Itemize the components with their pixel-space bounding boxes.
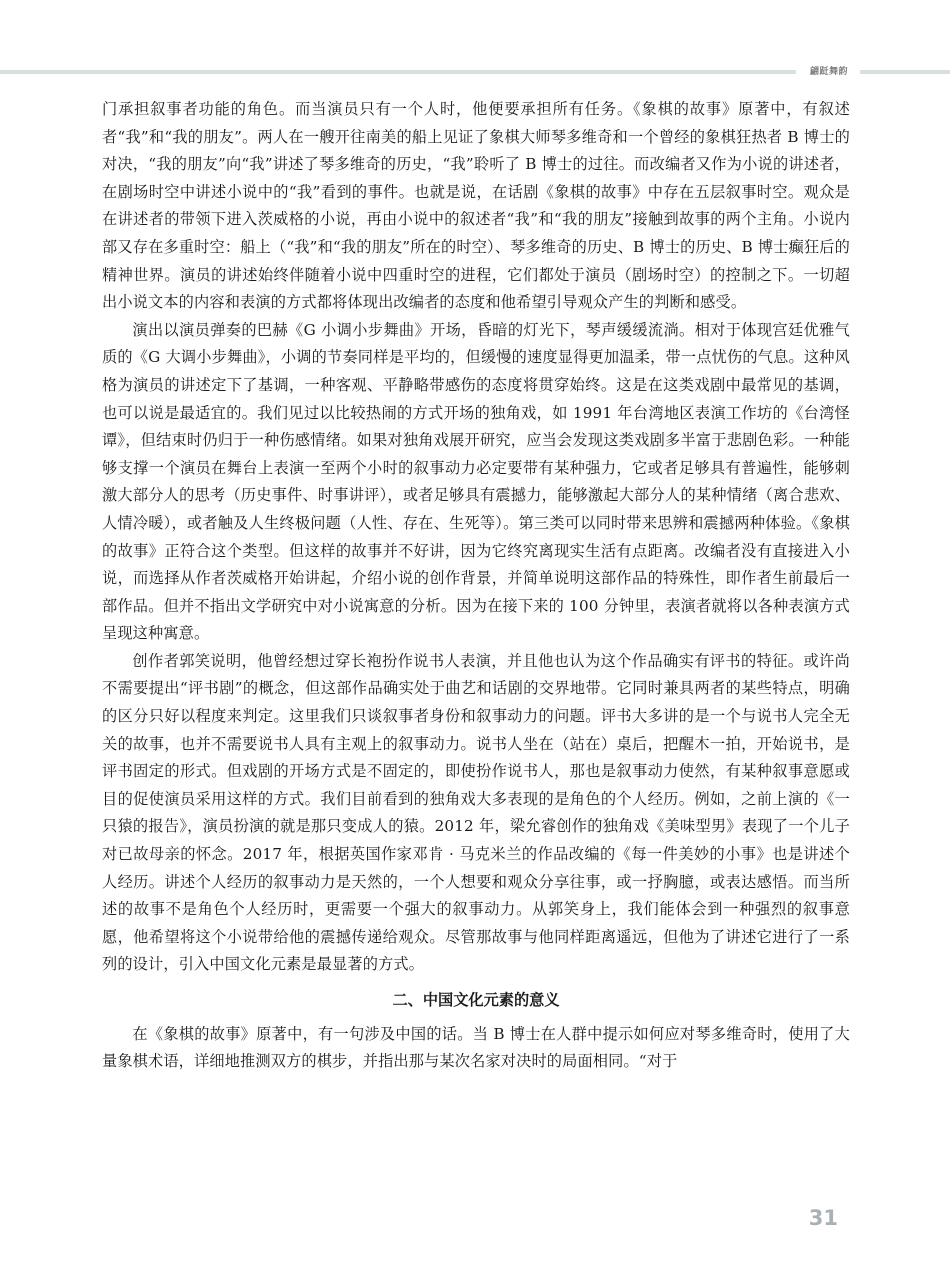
section-heading: 二、中国文化元素的意义	[392, 991, 560, 1009]
paragraph-continuation: 门承担叙事者功能的角色。而当演员只有一个人时，他便要承担所有任务。《象棋的故事》原著中，有叙述者“我”和“我的朋友”。两人在一艘开往南美的船上见证了象棋大师琴多维奇和一个曾经的象棋狂热者 B 博士的对决，“我的朋友”向“我”讲述了琴多维奇的历史，“我”聆听了 B 博士的过往。而改编者又作为小说的讲述者，在剧场时空中讲述小说中的“我”看到的事件。也就是说，在话剧《象棋的故事》中存在五层叙事时空。观众是在讲述者的带领下进入茨威格的小说，再由小说中的叙述者“我”和“我的朋友”接触到故事的两个主角。小说内部又存在多重时空：船上（“我”和“我的朋友”所在的时空）、琴多维奇的历史、B 博士的历史、B 博士癫狂后的精神世界。演员的讲述始终伴随着小说中四重时空的进程，它们都处于演员（剧场时空）的控制之下。一切超出小说文本的内容和表演的方式都将体现出改编者的态度和他希望引导观众产生的判断和感受。	[102, 100, 850, 312]
page-number: 31	[808, 1206, 838, 1230]
running-head: 翩跹舞韵	[809, 67, 848, 77]
paragraph-section-two: 在《象棋的故事》原著中，有一句涉及中国的话。当 B 博士在人群中提示如何应对琴多维奇时，使用了大量象棋术语，详细地推测双方的棋步，并指出那与某次名家对决时的局面相同。“对于	[102, 1024, 850, 1071]
header-rule	[0, 70, 796, 74]
header-rule-end	[860, 70, 950, 74]
paragraph-performance-opening: 演出以演员弹奏的巴赫《G 小调小步舞曲》开场，昏暗的灯光下，琴声缓缓流淌。相对于体现宫廷优雅气质的《G 大调小步舞曲》，小调的节奏同样是平均的，但缓慢的速度显得更加温柔，带一点忧伤的气息。这种风格为演员的讲述定下了基调，一种客观、平静略带感伤的态度将贯穿始终。这是在这类戏剧中最常见的基调，也可以说是最适宜的。我们见过以比较热闹的方式开场的独角戏，如 1991 年台湾地区表演工作坊的《台湾怪谭》，但结束时仍归于一种伤感情绪。如果对独角戏展开研究，应当会发现这类戏剧多半富于悲剧色彩。一种能够支撑一个演员在舞台上表演一至两个小时的叙事动力必定要带有某种强力，它或者足够具有普遍性，能够刺激大部分人的思考（历史事件、时事讲评），或者足够具有震撼力，能够激起大部分人的某种情绪（离合悲欢、人情冷暖），或者触及人生终极问题（人性、存在、生死等）。第三类可以同时带来思辨和震撼两种体验。《象棋的故事》正符合这个类型。但这样的故事并不好讲，因为它终究离现实生活有点距离。改编者没有直接进入小说，而选择从作者茨威格开始讲起，介绍小说的创作背景，并简单说明这部作品的特殊性，即作者生前最后一部作品。但并不指出文学研究中对小说寓意的分析。因为在接下来的 100 分钟里，表演者就将以各种表演方式呈现这种寓意。	[102, 320, 850, 643]
paragraph-creator-narrative: 创作者郭笑说明，他曾经想过穿长袍扮作说书人表演，并且他也认为这个作品确实有评书的特征。或许尚不需要提出“评书剧”的概念，但这部作品确实处于曲艺和话剧的交界地带。它同时兼具两者的某些特点，明确的区分只好以程度来判定。这里我们只谈叙事者身份和叙事动力的问题。评书大多讲的是一个与说书人完全无关的故事，也并不需要说书人具有主观上的叙事动力。说书人坐在（站在）桌后，把醒木一拍，开始说书，是评书固定的形式。但戏剧的开场方式是不固定的，即使扮作说书人，那也是叙事动力使然，有某种叙事意愿或目的促使演员采用这样的方式。我们目前看到的独角戏大多表现的是角色的个人经历。例如，之前上演的《一只猿的报告》，演员扮演的就是那只变成人的猿。2012 年，梁允睿创作的独角戏《美味型男》表现了一个儿子对已故母亲的怀念。2017 年，根据英国作家邓肯 · 马克米兰的作品改编的《每一件美妙的小事》也是讲述个人经历。讲述个人经历的叙事动力是天然的，一个人想要和观众分享往事，或一抒胸臆，或表达感悟。而当所述的故事不是角色个人经历时，更需要一个强大的叙事动力。从郭笑身上，我们能体会到一种强烈的叙事意愿，他希望将这个小说带给他的震撼传递给观众。尽管那故事与他同样距离遥远，但他为了讲述它进行了一系列的设计，引入中国文化元素是最显著的方式。	[102, 651, 850, 974]
article-body	[102, 96, 850, 1076]
